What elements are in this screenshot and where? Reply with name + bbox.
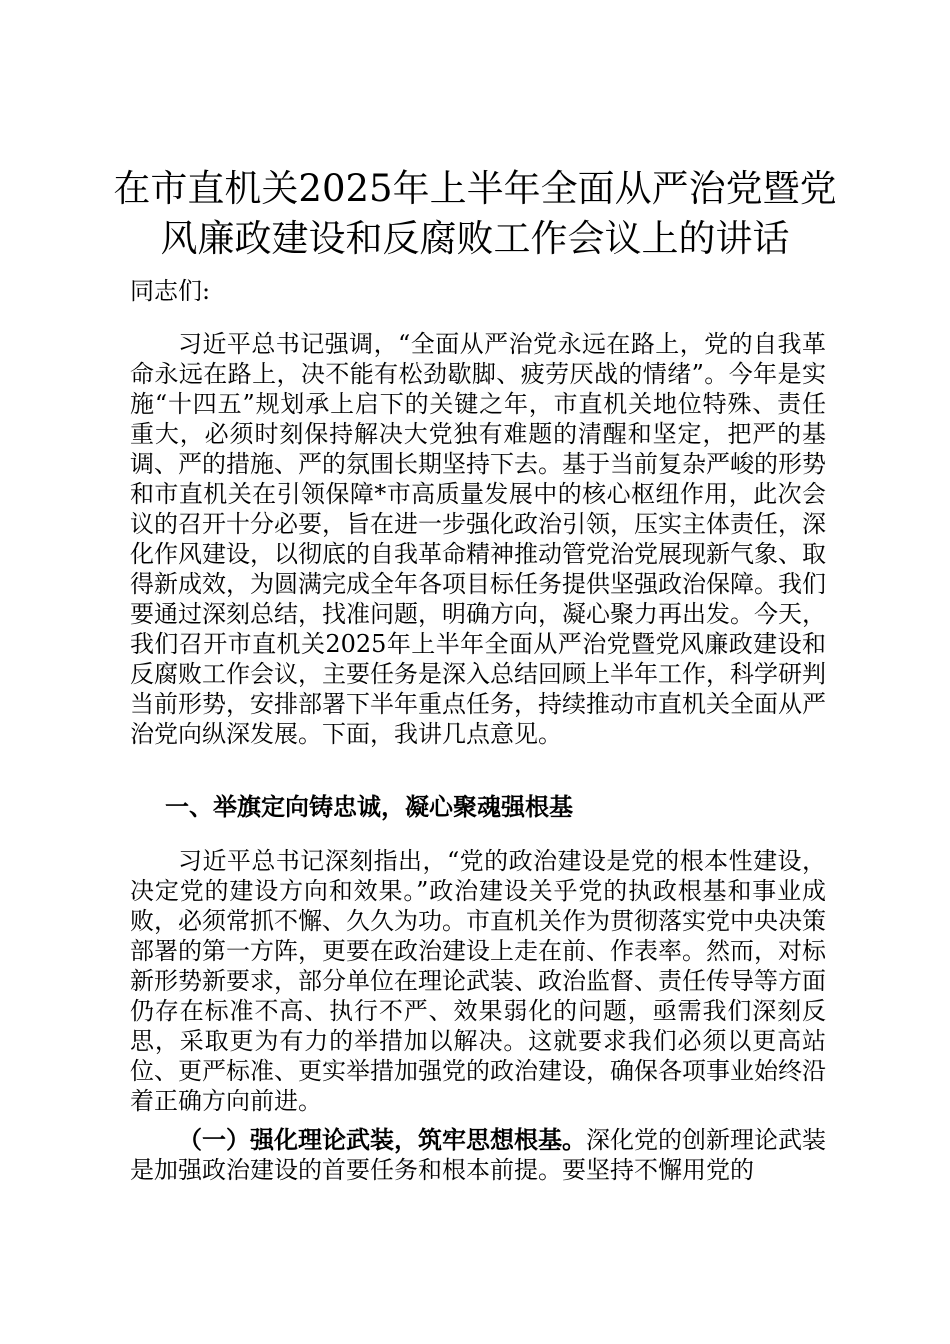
subsection-1-text: 深化党的创新理论武装是加强政治建设的首要任务和根本前提。要坚持不懈用党的 (130, 1126, 826, 1184)
paragraph-subsection-1 (130, 1125, 826, 1185)
document-title-line-2: 风廉政建设和反腐败工作会议上的讲话 (160, 217, 790, 260)
paragraph-section-1: 习近平总书记深刻指出，“党的政治建设是党的根本性建设，决定党的建设方向和效果。”政治建设关乎党的执政根基和事业成败，必须常抓不懈、久久为功。市直机关作为贯彻落实党中央决策部署的第一方阵，更要在政治建设上走在前、作表率。然而，对标新形势新要求，部分单位在理论武装、政治监督、责任传导等方面仍存在标准不高、执行不严、效果弱化的问题，亟需我们深刻反思，采取更为有力的举措加以解决。这就要求我们必须以更高站位、更严标准、更实举措加强党的政治建设，确保各项事业始终沿着正确方向前进。 (130, 847, 826, 1115)
subsection-heading-1: （一）强化理论武装，筑牢思想根基。 (178, 1125, 586, 1154)
section-heading-1: 一、举旗定向铸忠诚，凝心聚魂强根基 (165, 792, 573, 821)
greeting: 同志们: (130, 277, 211, 305)
paragraph-intro: 习近平总书记强调，“全面从严治党永远在路上，党的自我革命永远在路上，决不能有松劲歇脚、疲劳厌战的情绪”。今年是实施“十四五”规划承上启下的关键之年，市直机关地位特殊、责任重大，必须时刻保持解决大党独有难题的清醒和坚定，把严的基调、严的措施、严的氛围长期坚持下去。基于当前复杂严峻的形势和市直机关在引领保障*市高质量发展中的核心枢纽作用，此次会议的召开十分必要，旨在进一步强化政治引领，压实主体责任，深化作风建设，以彻底的自我革命精神推动管党治党展现新气象、取得新成效，为圆满完成全年各项目标任务提供坚强政治保障。我们要通过深刻总结，找准问题，明确方向，凝心聚力再出发。今天，我们召开市直机关2025年上半年全面从严治党暨党风廉政建设和反腐败工作会议，主要任务是深入总结回顾上半年工作，科学研判当前形势，安排部署下半年重点任务，持续推动市直机关全面从严治党向纵深发展。下面，我讲几点意见。 (130, 330, 826, 748)
document-title-line-1: 在市直机关2025年上半年全面从严治党暨党 (113, 167, 837, 210)
